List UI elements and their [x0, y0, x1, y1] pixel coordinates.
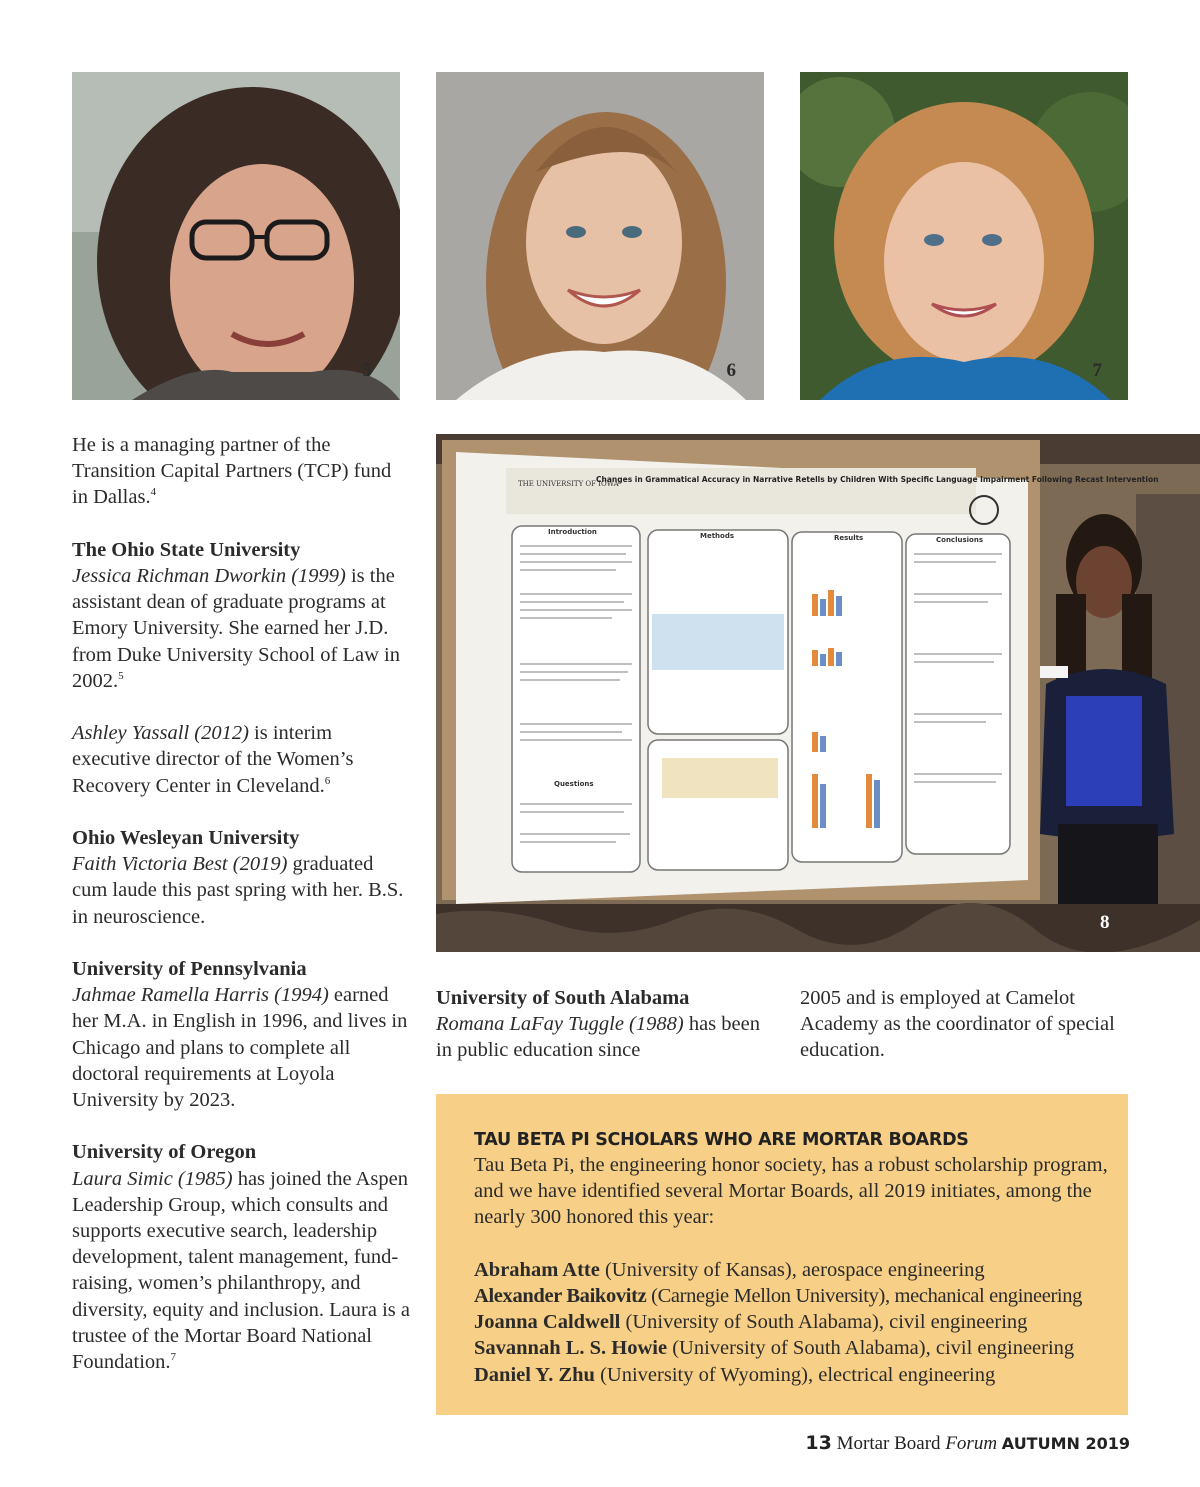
photo-number: 7 — [1092, 360, 1102, 381]
alumni-text-continued: 2005 and is employed at Camelot Academy as the coordinator of special education. — [800, 987, 1115, 1062]
school-name: The Ohio State University — [72, 538, 301, 561]
alumni-name: Jahmae Ramella Harris (1994) — [72, 984, 329, 1007]
intro-text: He is a managing partner of the Transition Capital Partners (TCP) fund in Dallas. — [72, 434, 392, 509]
scholar-item — [474, 1257, 1114, 1283]
scholars-box — [436, 1094, 1128, 1415]
page-number: 13 — [805, 1432, 832, 1454]
alumni-text: is interim executive director of the Women’s Recovery Center in Cleveland. — [72, 722, 354, 797]
south-alabama-entry-col2 — [800, 985, 1120, 1064]
poster-section-label: Results — [834, 534, 864, 542]
poster-section-label: Methods — [700, 532, 735, 540]
footnote-ref: 4 — [150, 486, 157, 499]
alumni-text: earned her M.A. in English in 1996, and lives in Chicago and plans to complete all doctoral requirements at Loyola University by 2023. — [72, 984, 408, 1112]
portrait-photo-5 — [72, 72, 400, 400]
scholars-box-content — [474, 1128, 1114, 1388]
scholars-box-text: Tau Beta Pi, the engineering honor society, has a robust scholarship program, and we have identified several Mortar Boards, all 2019 initiates, among the nearly 300 honored this year: — [474, 1154, 1108, 1229]
alumni-entry — [72, 537, 412, 694]
poster-section-label: Questions — [554, 780, 594, 788]
alumni-name: Faith Victoria Best (2019) — [72, 853, 288, 876]
photo-number: 5 — [362, 360, 372, 381]
scholar-detail: (University of South Alabama), civil engineering — [620, 1311, 1028, 1334]
alumni-entry — [72, 825, 412, 930]
scholar-name: Joanna Caldwell — [474, 1311, 621, 1334]
issue-season: AUTUMN 2019 — [1001, 1434, 1130, 1453]
poster-section-label: Introduction — [548, 528, 597, 536]
school-name: University of Oregon — [72, 1141, 257, 1164]
intro-paragraph — [72, 432, 412, 511]
scholars-box-title: TAU BETA PI SCHOLARS WHO ARE MORTAR BOARDS — [474, 1130, 969, 1150]
alumni-text: has joined the Aspen Leadership Group, which consults and supports executive search, leadership development, talent management, fund-raising, women’s philanthropy, and diversity, equity and inclusion. Laura is a trustee of the Mortar Board National Foundation. — [72, 1167, 410, 1374]
scholar-name: Abraham Atte — [474, 1258, 600, 1281]
alumni-entry — [72, 956, 412, 1113]
alumni-name: Romana LaFay Tuggle (1988) — [436, 1013, 684, 1036]
south-alabama-entry-col1 — [436, 985, 766, 1064]
scholar-name: Daniel Y. Zhu — [474, 1363, 595, 1386]
photo-number: 8 — [1100, 912, 1110, 933]
scholar-item — [474, 1362, 1114, 1388]
page-footer — [805, 1432, 1130, 1455]
poster-title: Changes in Grammatical Accuracy in Narrative Retells by Children With Specific Language Impairment Following Recast Intervention — [596, 475, 1159, 484]
portrait-photo-7 — [800, 72, 1128, 400]
poster-session-photo-8 — [436, 434, 1200, 952]
scholar-name: Savannah L. S. Howie — [474, 1337, 668, 1360]
magazine-name: Mortar Board — [836, 1433, 946, 1454]
poster-section-label: Conclusions — [936, 536, 983, 544]
scholar-name: Alexander Baikovitz — [474, 1285, 647, 1307]
alumni-entry — [72, 1139, 412, 1375]
footnote-ref: 5 — [118, 669, 124, 682]
school-name: Ohio Wesleyan University — [72, 827, 300, 849]
scholar-item — [474, 1335, 1114, 1361]
footnote-ref: 6 — [324, 774, 331, 787]
poster-logo: THE UNIVERSITY OF IOWA — [518, 480, 619, 488]
alumni-entry — [72, 720, 412, 799]
scholar-detail: (University of Kansas), aerospace engineering — [599, 1258, 985, 1281]
alumni-name: Laura Simic (1985) — [72, 1167, 233, 1190]
footnote-ref: 7 — [170, 1351, 177, 1364]
portrait-photo-6 — [436, 72, 764, 400]
school-name: University of Pennsylvania — [72, 958, 307, 980]
school-name: University of South Alabama — [436, 987, 690, 1009]
scholar-detail: (University of South Alabama), civil engineering — [667, 1337, 1075, 1360]
alumni-text: is the assistant dean of graduate programs at Emory University. She earned her J.D. from Duke University School of Law in 2002. — [72, 565, 400, 692]
scholar-detail: (University of Wyoming), electrical engineering — [594, 1363, 996, 1386]
alumni-name: Jessica Richman Dworkin (1999) — [72, 565, 346, 587]
scholar-item — [474, 1283, 1114, 1309]
alumni-text: graduated cum laude this past spring with her. B.S. in neuroscience. — [72, 853, 404, 928]
magazine-name-italic: Forum — [945, 1433, 998, 1454]
left-column — [72, 432, 412, 1401]
scholar-detail: (Carnegie Mellon University), mechanical engineering — [646, 1285, 1083, 1307]
alumni-text: has been in public education since — [436, 1013, 760, 1062]
alumni-name: Ashley Yassall (2012) — [72, 722, 249, 745]
photo-number: 6 — [726, 360, 736, 381]
scholar-item — [474, 1309, 1114, 1335]
